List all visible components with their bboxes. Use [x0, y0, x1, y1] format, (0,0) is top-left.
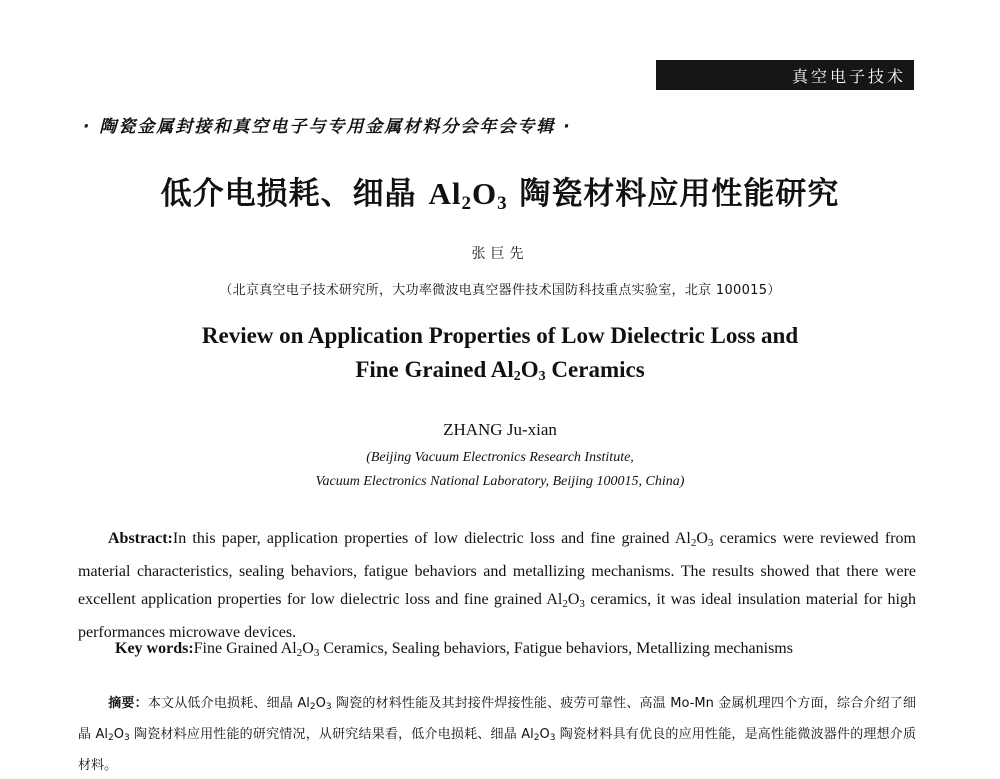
- keywords-text-1: Fine Grained Al: [193, 640, 297, 657]
- chinese-title-formula: [428, 176, 508, 214]
- chinese-abstract-o-c: O: [539, 727, 550, 742]
- chinese-abstract-text-2: 陶瓷的材料性能及其封接件焊接性能、疲劳可靠性、高温 Mo-Mn 金属机理四个方面，综合介绍了细晶 Al: [78, 696, 916, 742]
- abstract-sub-2: 2: [690, 537, 697, 549]
- chinese-title: [0, 168, 1000, 215]
- chinese-abstract: [78, 690, 916, 779]
- chinese-abstract-o-b: O: [113, 727, 125, 742]
- abstract-sub-3: 3: [707, 537, 714, 549]
- chinese-abstract-sub-2b: 2: [108, 733, 114, 743]
- chinese-abstract-sub-3b: 3: [124, 733, 130, 743]
- english-affiliation-line1: (Beijing Vacuum Electronics Research Institute,: [366, 450, 634, 465]
- chinese-abstract-o: O: [315, 696, 326, 711]
- english-title-o: O: [520, 357, 539, 382]
- chinese-abstract-text-4: 陶瓷材料具有优良的应用性能，是高性能微波器件的理想介质材料。: [78, 727, 917, 773]
- keywords-label: Key words:: [115, 640, 194, 657]
- english-title-sub-3: 3: [538, 369, 546, 384]
- formula-o: O: [471, 176, 498, 211]
- english-affiliation: [0, 446, 1000, 494]
- english-title: [0, 319, 1000, 394]
- chinese-title-after: 陶瓷材料应用性能研究: [507, 176, 840, 212]
- english-keywords: [115, 640, 915, 659]
- abstract-text-3: ceramics, it was ideal insulation material for high performances microwave devices.: [78, 591, 916, 641]
- chinese-abstract-sub-2c: 2: [533, 733, 540, 743]
- formula-al: Al: [428, 176, 462, 211]
- chinese-author: 张巨先: [471, 246, 529, 262]
- english-title-line2-after: Ceramics: [545, 357, 645, 382]
- journal-name: 真空电子技术: [791, 66, 906, 86]
- abstract-label: Abstract:: [108, 530, 173, 547]
- english-author: ZHANG Ju-xian: [443, 420, 557, 439]
- keywords-o: O: [302, 640, 314, 657]
- journal-name-tag: [656, 60, 914, 90]
- english-abstract: [78, 525, 916, 647]
- keywords-sub-2: 2: [296, 647, 303, 659]
- formula-sub-2: 2: [461, 193, 472, 214]
- chinese-abstract-sub-3c: 3: [549, 733, 556, 743]
- abstract-o-b: O: [567, 591, 580, 608]
- special-issue-heading: · 陶瓷金属封接和真空电子与专用金属材料分会年会专辑 ·: [83, 117, 572, 137]
- chinese-abstract-text-3: 陶瓷材料应用性能的研究情况，从研究结果看，低介电损耗、细晶 Al: [129, 727, 534, 742]
- chinese-abstract-sub-2: 2: [309, 702, 316, 712]
- english-title-line2: [0, 353, 1000, 394]
- english-affiliation-line2: Vacuum Electronics National Laboratory, Beijing 100015, China): [315, 474, 685, 489]
- chinese-title-before: 低介电损耗、细晶: [160, 176, 429, 212]
- chinese-abstract-sub-3: 3: [325, 702, 332, 712]
- formula-sub-3: 3: [497, 193, 508, 214]
- abstract-sub-2b: 2: [562, 598, 568, 610]
- chinese-abstract-label: 摘要：: [108, 696, 148, 711]
- abstract-o: O: [696, 530, 708, 547]
- abstract-sub-3b: 3: [579, 598, 585, 610]
- chinese-affiliation: （北京真空电子技术研究所，大功率微波电真空器件技术国防科技重点实验室，北京 100015）: [219, 283, 781, 298]
- chinese-abstract-text-1: 本文从低介电损耗、细晶 Al: [147, 696, 310, 711]
- english-title-line2-before: Fine Grained Al: [355, 357, 514, 382]
- keywords-text-2: Ceramics, Sealing behaviors, Fatigue behaviors, Metallizing mechanisms: [319, 640, 793, 657]
- keywords-sub-3: 3: [313, 647, 320, 659]
- abstract-text-2: ceramics were reviewed from material characteristics, sealing behaviors, fatigue behaviors and metallizing mechanisms. The results showed that there were excellent application properties for low dielectric loss and fine grained Al: [78, 530, 916, 608]
- english-title-sub-2: 2: [513, 369, 521, 384]
- abstract-text-1: In this paper, application properties of low dielectric loss and fine grained Al: [172, 530, 691, 547]
- english-title-line1: Review on Application Properties of Low Dielectric Loss and: [201, 323, 799, 348]
